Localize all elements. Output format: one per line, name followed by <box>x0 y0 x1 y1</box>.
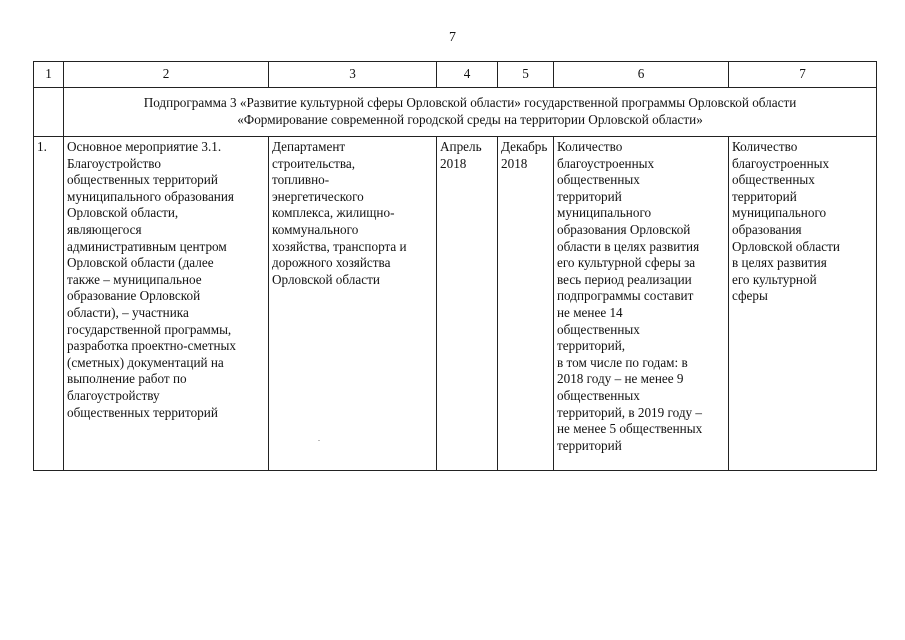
cell-line: Декабрь <box>501 139 548 154</box>
cell-line: Департамент <box>272 139 346 154</box>
subprogram-row <box>34 88 877 137</box>
subprogram-title <box>64 88 877 137</box>
start-date-cell <box>437 137 498 471</box>
cell-line: образование Орловской <box>67 288 201 304</box>
cell-line: общественных <box>557 387 640 403</box>
header-cell-5: 5 <box>498 62 554 88</box>
cell-line: хозяйства, транспорта и <box>272 238 407 254</box>
header-cell-7: 7 <box>729 62 877 88</box>
executor-cell <box>269 137 437 471</box>
scan-artifact <box>318 440 320 441</box>
cell-line: энергетического <box>272 188 364 204</box>
cell-line: являющегося <box>67 221 142 237</box>
cell-line: территорий <box>557 188 622 204</box>
cell-line: не менее 14 <box>557 304 623 320</box>
table-row <box>34 137 877 471</box>
cell-line: территорий, <box>557 338 626 354</box>
cell-line: общественных территорий <box>67 404 218 420</box>
cell-line: 2018 году – не менее 9 <box>557 371 684 387</box>
cell-line: территорий, в 2019 году – <box>557 404 703 420</box>
cell-line: благоустроенных <box>557 155 655 171</box>
cell-line: 2018 <box>440 155 467 171</box>
indicator-cell <box>729 137 877 471</box>
cell-line: комплекса, жилищно- <box>272 205 395 221</box>
cell-line: дорожного хозяйства <box>272 255 391 271</box>
cell-line: общественных <box>557 321 640 337</box>
subprogram-title-line-2: «Формирование современной городской среды на территории Орловской области» <box>237 112 703 127</box>
cell-line: государственной программы, <box>67 321 232 337</box>
cell-line: не менее 5 общественных <box>557 421 703 437</box>
end-date-cell <box>498 137 554 471</box>
cell-line: выполнение работ по <box>67 371 187 387</box>
cell-line: строительства, <box>272 155 356 171</box>
cell-line: также – муниципальное <box>67 271 202 287</box>
cell-line: образования Орловской <box>557 221 691 237</box>
cell-line: Апрель <box>440 139 482 154</box>
cell-line: благоустройству <box>67 387 160 403</box>
cell-line: топливно- <box>272 172 330 188</box>
subprogram-title-line-1: Подпрограмма 3 «Развитие культурной сферы Орловской области» государственной программы Орловской области <box>143 95 797 111</box>
header-cell-4: 4 <box>437 62 498 88</box>
cell-line: Количество <box>557 139 623 154</box>
cell-line: Орловской области, <box>67 205 179 221</box>
cell-line: Орловской области <box>732 238 840 254</box>
cell-line: его культурной <box>732 271 817 287</box>
cell-line: коммунального <box>272 221 359 237</box>
cell-line: 2018 <box>501 155 528 171</box>
cell-line: области в целях развития <box>557 238 700 254</box>
activity-cell <box>64 137 269 471</box>
cell-line: в том числе по годам: в <box>557 354 688 370</box>
cell-line: муниципального <box>732 205 827 221</box>
subprogram-empty-cell <box>34 88 64 137</box>
cell-line: (сметных) документаций на <box>67 354 224 370</box>
header-cell-3: 3 <box>269 62 437 88</box>
cell-line: образования <box>732 221 802 237</box>
expected-result-cell <box>554 137 729 471</box>
cell-line: Основное мероприятие 3.1. <box>67 139 222 154</box>
cell-line: Благоустройство <box>67 155 161 171</box>
row-number: 1. <box>34 137 64 471</box>
cell-line: Количество <box>732 139 798 154</box>
cell-line: общественных <box>732 172 815 188</box>
header-cell-2: 2 <box>64 62 269 88</box>
cell-line: подпрограммы составит <box>557 288 694 304</box>
cell-line: общественных территорий <box>67 172 218 188</box>
header-cell-6: 6 <box>554 62 729 88</box>
cell-line: общественных <box>557 172 640 188</box>
cell-line: его культурной сферы за <box>557 255 696 271</box>
cell-line: муниципального образования <box>67 188 234 204</box>
column-number-row <box>34 62 877 88</box>
cell-line: территорий <box>732 188 797 204</box>
cell-line: муниципального <box>557 205 652 221</box>
cell-line: территорий <box>557 437 622 453</box>
cell-line: благоустроенных <box>732 155 830 171</box>
cell-line: в целях развития <box>732 255 827 271</box>
page-number: 7 <box>449 30 456 45</box>
header-cell-1: 1 <box>34 62 64 88</box>
cell-line: Орловской области (далее <box>67 255 214 271</box>
cell-line: области), – участника <box>67 304 189 320</box>
cell-line: разработка проектно-сметных <box>67 338 236 354</box>
cell-line: весь период реализации <box>557 271 692 287</box>
cell-line: сферы <box>732 288 768 304</box>
program-table <box>33 61 877 471</box>
cell-line: административным центром <box>67 238 227 254</box>
cell-line: Орловской области <box>272 271 380 287</box>
